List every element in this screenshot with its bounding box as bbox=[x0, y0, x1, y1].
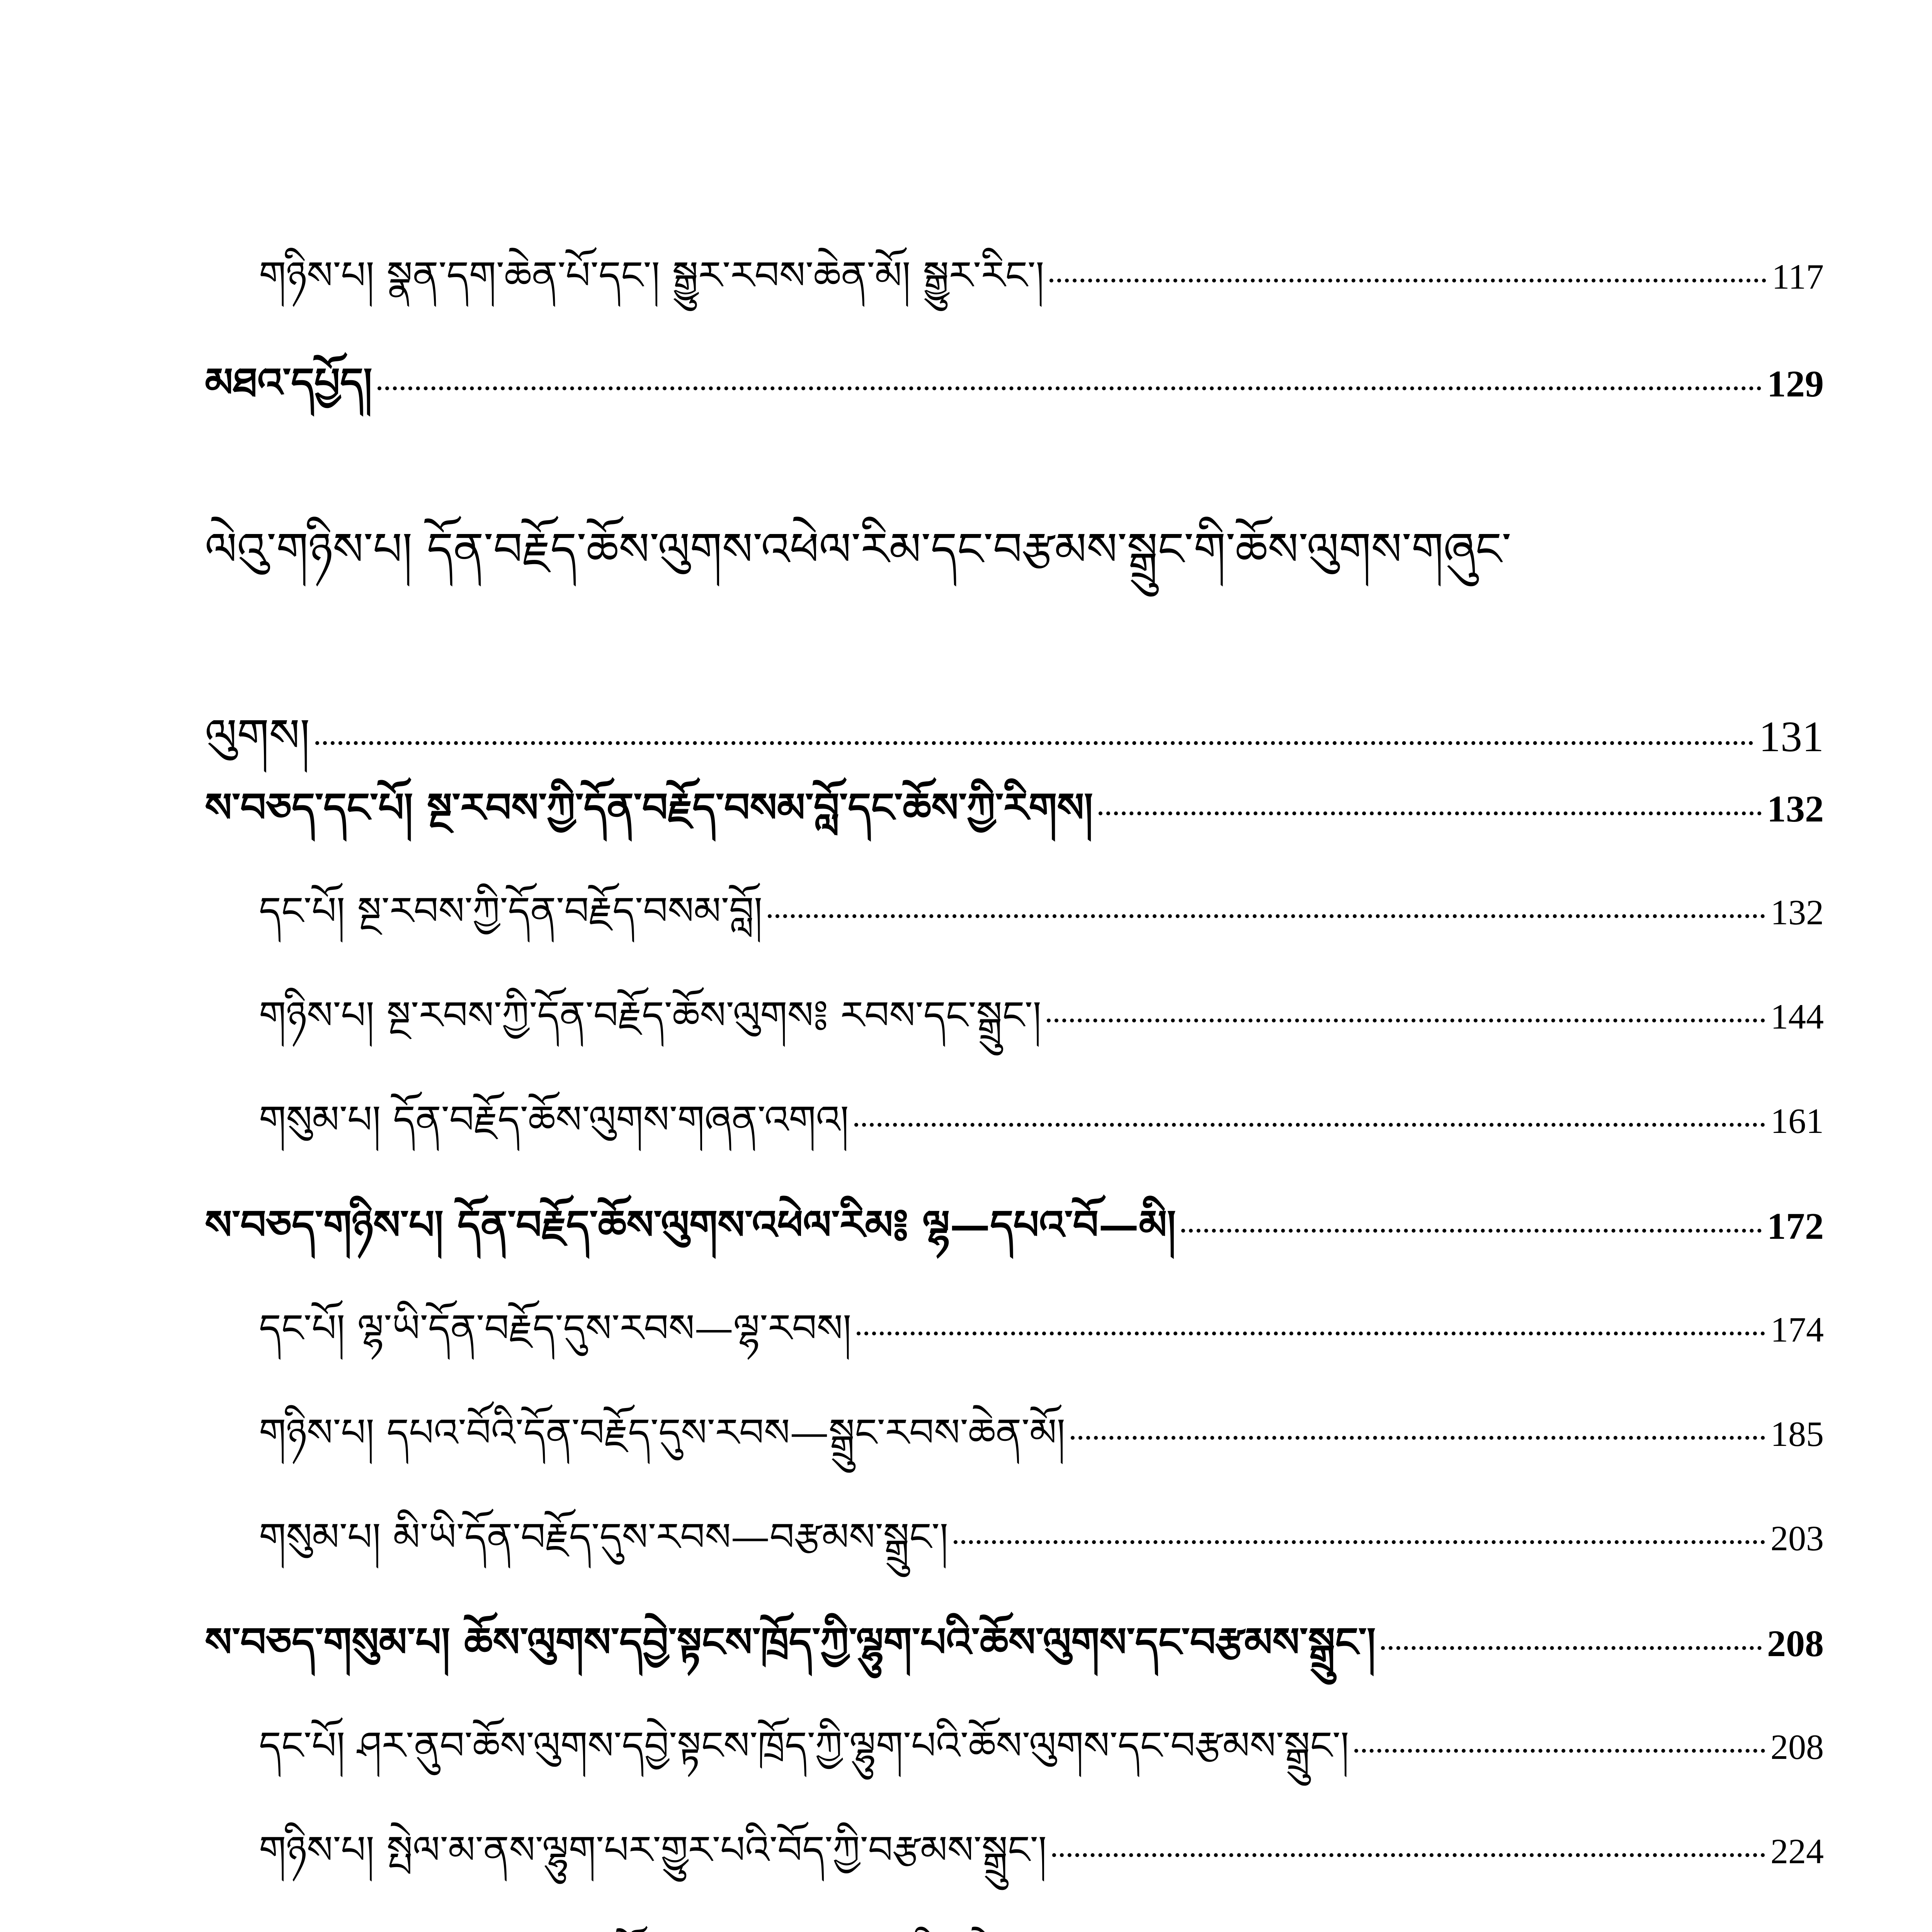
toc-entry[interactable] bbox=[205, 972, 1824, 1081]
toc-entry-title: གསུམ་པ། དོན་བརྗོད་ཆོས་ལུགས་གཞན་འགའ། bbox=[259, 1097, 849, 1142]
toc-entry-page: 208 bbox=[1770, 1727, 1824, 1767]
toc-entry-page: 132 bbox=[1767, 788, 1824, 830]
toc-entry-title: དང་པོ། ཤར་ནུབ་ཆོས་ལུགས་དབྱེ་སྟངས་ཁྲོད་ཀྱི་ལྷུག་པའི་ཆོས་ལུགས་དང་བརྩམས་སྒྲུང་། bbox=[259, 1723, 1349, 1768]
toc-entry-title: མཐའ་དཔྱོད། bbox=[205, 359, 372, 406]
toc-entry[interactable] bbox=[205, 1076, 1824, 1185]
toc-entry[interactable] bbox=[205, 1806, 1824, 1915]
dot-leader bbox=[1049, 279, 1766, 282]
dot-leader bbox=[1381, 1646, 1762, 1650]
toc-section-entry[interactable] bbox=[205, 1598, 1824, 1711]
dot-leader bbox=[1181, 1229, 1762, 1233]
toc-entry-page: 172 bbox=[1767, 1206, 1824, 1247]
toc-entry-page: 203 bbox=[1770, 1519, 1824, 1558]
toc-entry[interactable] bbox=[205, 1911, 1824, 1932]
dot-leader bbox=[1052, 1853, 1765, 1857]
dot-leader bbox=[378, 386, 1762, 390]
dot-leader bbox=[315, 741, 1753, 745]
toc-entry-page: 185 bbox=[1770, 1414, 1824, 1454]
toc-section-entry[interactable] bbox=[205, 1180, 1824, 1293]
dot-leader bbox=[1047, 1019, 1765, 1022]
toc-entry[interactable] bbox=[205, 338, 1824, 451]
toc-entry-page: 161 bbox=[1770, 1101, 1824, 1141]
toc-entry-page: 129 bbox=[1767, 363, 1824, 405]
toc-entry[interactable] bbox=[205, 867, 1824, 976]
toc-entry-title: ས་བཅད་དང་པོ། སྔ་རབས་ཀྱི་དོན་བརྗོད་བསམ་བློ་དང་ཆོས་ཀྱི་རིགས། bbox=[205, 784, 1093, 831]
toc-entry-title: གཉིས་པ། སྣན་དག་ཆེན་པོ་དང་། སྒྱུར་རབས་ཆེན་མོ། སྒྱུར་རིང་། bbox=[259, 253, 1044, 298]
dot-leader bbox=[1354, 1749, 1765, 1753]
toc-entry-title-continued: ལུགས། bbox=[205, 709, 310, 762]
toc-entry-title: དང་པོ། སྔ་རབས་ཀྱི་དོན་བརྗོད་བསམ་བློ། bbox=[259, 888, 763, 934]
toc-entry-title: ལེའུ་གཉིས་པ། དོན་བརྗོད་ཆོས་ལུགས་འཕེལ་རིམ་དང་བརྩམས་སྒྲུང་གི་ཆོས་ལུགས་གཞུང་ bbox=[205, 522, 1512, 576]
dot-leader bbox=[768, 914, 1765, 918]
toc-entry-title: ས་བཅད་གཉིས་པ། དོན་བརྗོད་ཆོས་ལུགས་འཕེལ་རིམ༔ ལྷ—དཔའ་བོ—མི། bbox=[205, 1201, 1176, 1248]
toc-entry-title: གཉིས་པ། སྔ་རབས་ཀྱི་དོན་བརྗོད་ཆོས་ལུགས༔ རབས་དང་སྒྲུང་། bbox=[259, 993, 1041, 1038]
toc-entry-title: གཉིས་པ། དཔའ་བོའི་དོན་བརྗོད་དུས་རབས—སྒྲུང་རབས་ཆེན་མོ། bbox=[259, 1410, 1065, 1455]
toc-entry-title bbox=[259, 1911, 1062, 1932]
dot-leader bbox=[854, 1123, 1765, 1127]
toc-entry-page: 131 bbox=[1759, 713, 1824, 761]
toc-entry[interactable] bbox=[205, 1493, 1824, 1602]
toc-entry-page: 224 bbox=[1770, 1832, 1824, 1871]
dot-leader bbox=[954, 1540, 1765, 1544]
toc-entry[interactable] bbox=[205, 1702, 1824, 1811]
toc-section-entry[interactable] bbox=[205, 763, 1824, 876]
toc-entry-title: གཉིས་པ། སྤེལ་མ་ནས་ལྷུག་པར་གྱུར་པའི་བོད་ཀྱི་བརྩམས་སྒྲུང་། bbox=[259, 1827, 1047, 1872]
toc-entry[interactable] bbox=[205, 232, 1824, 341]
toc-entry-page: 174 bbox=[1770, 1310, 1824, 1349]
toc-entry-title: དང་པོ། ལྷ་ཡི་དོན་བརྗོད་དུས་རབས—ལྷ་རབས། bbox=[259, 1306, 852, 1351]
toc-entry-title: གསུམ་པ། མི་ཡི་དོན་བརྗོད་དུས་རབས—བརྩམས་སྒྲུང་། bbox=[259, 1514, 948, 1560]
toc-entry-page: 144 bbox=[1770, 997, 1824, 1036]
dot-leader bbox=[857, 1332, 1765, 1335]
toc-entry-page: 132 bbox=[1770, 893, 1824, 932]
toc-entry[interactable] bbox=[205, 1285, 1824, 1394]
toc-entry-page: 117 bbox=[1772, 257, 1824, 296]
toc-entry-title: ས་བཅད་གསུམ་པ། ཆོས་ལུགས་དབྱེ་སྟངས་ཁྲོད་ཀྱི་ལྷུག་པའི་ཆོས་ལུགས་དང་བརྩམས་སྒྲུང་། bbox=[205, 1618, 1376, 1666]
toc-entry-page: 208 bbox=[1767, 1623, 1824, 1665]
dot-leader bbox=[1071, 1436, 1765, 1440]
dot-leader bbox=[1099, 811, 1762, 815]
toc-entry[interactable] bbox=[205, 1389, 1824, 1498]
